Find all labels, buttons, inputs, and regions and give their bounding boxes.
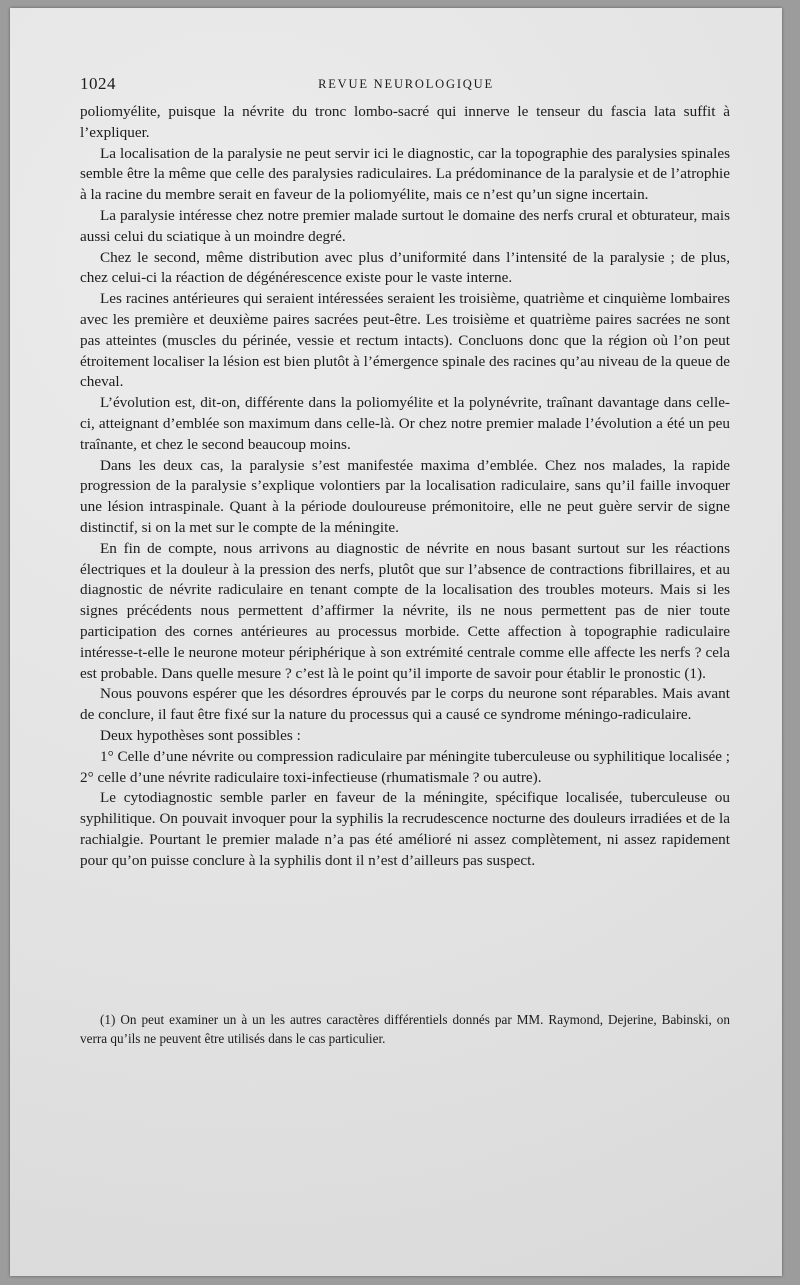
footnote-text: (1) On peut examiner un à un les autres caractères différentiels donnés par MM. Raymond, Dejerine, Babinski, on verra qu’ils ne peuvent être utilisés dans le cas particulier. [80, 1012, 730, 1046]
paragraph: Chez le second, même distribution avec plus d’uniformité dans l’intensité de la paralysie ; de plus, chez celui-ci la réaction de dégénérescence existe pour le vaste interne. [80, 248, 730, 287]
scanned-page [10, 8, 782, 1276]
footnote [80, 1010, 730, 1048]
page-number: 1024 [80, 74, 116, 93]
body-text [80, 102, 730, 871]
paragraph: Les racines antérieures qui seraient intéressées seraient les troisième, quatrième et cinquième lombaires avec les première et deuxième paires sacrées peut-être. Les troisième et quatrième paires sacrées ne sont pas atteintes (muscles du périnée, vessie et rectum intacts). Concluons donc que la région où l’on peut étroitement localiser la lésion est bien plutôt à l’émergence spinale des racines qu’au niveau de la queue de cheval. [80, 290, 730, 391]
paragraph: Nous pouvons espérer que les désordres éprouvés par le corps du neurone sont réparables. Mais avant de conclure, il faut être fixé sur la nature du processus qui a causé ce syndrome méningo-radiculaire. [80, 685, 730, 724]
running-head: REVUE NEUROLOGIQUE [318, 77, 494, 91]
paragraph: Deux hypothèses sont possibles : [100, 726, 301, 744]
paragraph: La paralysie intéresse chez notre premier malade surtout le domaine des nerfs crural et obturateur, mais aussi celui du sciatique à un moindre degré. [80, 206, 730, 245]
paragraph: Le cytodiagnostic semble parler en faveur de la méningite, spécifique localisée, tuberculeuse ou syphilitique. On pouvait invoquer pour la syphilis la recrudescence nocturne des douleurs irradiées et de la rachialgie. Pourtant le premier malade n’a pas été amélioré ni assez complètement, ni assez rapidement pour qu’on puisse conclure à la syphilis dont il n’est d’ailleurs pas suspect. [80, 789, 730, 869]
paragraph: poliomyélite, puisque la névrite du tronc lombo-sacré qui innerve le tenseur du fascia lata suffit à l’expliquer. [80, 103, 730, 141]
paragraph: L’évolution est, dit-on, différente dans la poliomyélite et la polynévrite, traînant davantage dans celle-ci, atteignant d’emblée son maximum dans celle-là. Or chez notre premier malade l’évolution a été un peu traînante, et chez le second beaucoup moins. [80, 394, 730, 453]
paragraph: Dans les deux cas, la paralysie s’est manifestée maxima d’emblée. Chez nos malades, la rapide progression de la paralysie s’explique volontiers par la localisation radiculaire, sans qu’il faille invoquer une lésion intraspinale. Quant à la période douloureuse prémonitoire, elle ne peut guère servir de signe distinctif, si on la met sur le compte de la méningite. [80, 456, 730, 536]
paragraph: La localisation de la paralysie ne peut servir ici le diagnostic, car la topographie des paralysies spinales semble être la même que celle des paralysies radiculaires. La prédominance de la paralysie et de l’atrophie à la racine du membre serait en faveur de la poliomyélite, mais ce n’est qu’un signe incertain. [80, 144, 730, 204]
paragraph: En fin de compte, nous arrivons au diagnostic de névrite en nous basant surtout sur les réactions électriques et la douleur à la pression des nerfs, plutôt que sur l’absence de contractions fibrillaires, et au diagnostic de névrite radiculaire en tenant compte de la localisation des troubles moteurs. Mais si les signes précédents nous permettent d’affirmer la névrite, ils ne nous permettent pas de nier toute participation des cornes antérieures au processus morbide. Cette affection à topographie radiculaire intéresse-t-elle le neurone moteur périphérique à son extrémité centrale comme elle affecte les nerfs ? cela est probable. Dans quelle mesure ? c’est là le point qu’il importe de savoir pour établir le pronostic (1). [80, 539, 730, 682]
paragraph: 1° Celle d’une névrite ou compression radiculaire par méningite tuberculeuse ou syphilitique localisée ; 2° celle d’une névrite radiculaire toxi-infectieuse (rhumatismale ? ou autre). [80, 747, 730, 786]
page-header [80, 74, 732, 98]
